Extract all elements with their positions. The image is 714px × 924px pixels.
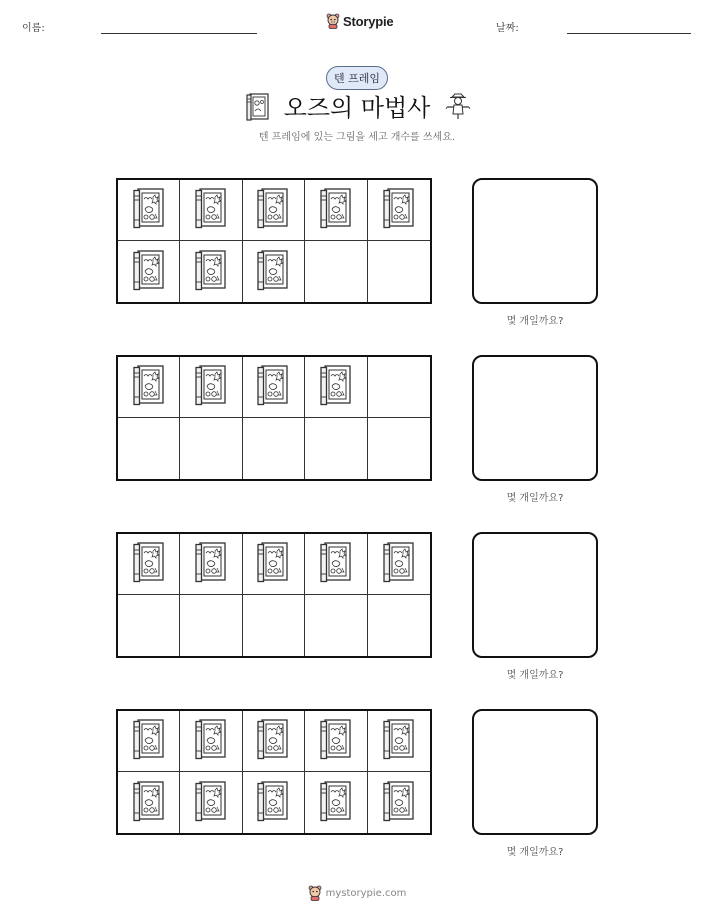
frame-cell — [118, 418, 180, 479]
frame-cell — [305, 534, 367, 595]
frame-cell — [243, 241, 305, 302]
scarecrow-icon — [445, 90, 471, 120]
frame-cell — [368, 595, 430, 656]
frame-cell — [368, 241, 430, 302]
frame-cell — [305, 772, 367, 833]
page-title: 오즈의 마법사 — [283, 94, 431, 122]
frame-cell — [368, 418, 430, 479]
instruction-text: 텐 프레임에 있는 그림을 세고 개수를 쓰세요. — [258, 132, 456, 143]
book-icon — [194, 718, 228, 764]
book-icon — [194, 780, 228, 826]
book-icon — [319, 718, 353, 764]
book-icon — [132, 364, 166, 410]
frame-cell — [243, 418, 305, 479]
ten-frame-3 — [116, 532, 432, 658]
book-icon — [256, 249, 290, 295]
question-label-1: 몇 개일까요? — [506, 316, 564, 327]
frame-cell — [368, 357, 430, 418]
brand-logo — [326, 13, 393, 29]
book-icon — [256, 718, 290, 764]
frame-cell — [118, 357, 180, 418]
ten-frame-2 — [116, 355, 432, 481]
book-icon — [194, 249, 228, 295]
book-icon — [256, 780, 290, 826]
frame-cell — [305, 595, 367, 656]
frame-cell — [180, 711, 242, 772]
question-label-2: 몇 개일까요? — [506, 493, 564, 504]
frame-cell — [180, 357, 242, 418]
frame-cell — [180, 595, 242, 656]
frame-cell — [243, 711, 305, 772]
bear-mascot-icon — [326, 13, 340, 29]
book-icon — [194, 541, 228, 587]
frame-cell — [305, 357, 367, 418]
book-icon — [382, 541, 416, 587]
frame-cell — [243, 534, 305, 595]
frame-cell — [118, 241, 180, 302]
frame-cell — [305, 241, 367, 302]
frame-cell — [118, 595, 180, 656]
ten-frame-4 — [116, 709, 432, 835]
book-icon — [319, 541, 353, 587]
frame-cell — [180, 180, 242, 241]
book-icon — [256, 364, 290, 410]
brand-name: Storypie — [343, 13, 394, 29]
frame-cell — [368, 534, 430, 595]
ten-frame-1 — [116, 178, 432, 304]
book-icon — [194, 364, 228, 410]
frame-cell — [368, 772, 430, 833]
answer-box-4[interactable] — [472, 709, 598, 835]
book-icon — [132, 718, 166, 764]
answer-box-2[interactable] — [472, 355, 598, 481]
book-icon — [382, 718, 416, 764]
footer-url: mystorypie.com — [325, 887, 407, 899]
book-icon — [194, 187, 228, 233]
question-label-4: 몇 개일까요? — [506, 847, 564, 858]
question-label-3: 몇 개일까요? — [506, 670, 564, 681]
answer-box-1[interactable] — [472, 178, 598, 304]
book-icon — [256, 187, 290, 233]
topic-pill: 텐 프레임 — [326, 66, 388, 90]
book-icon — [132, 541, 166, 587]
date-label: 날짜: — [496, 23, 519, 34]
frame-cell — [243, 357, 305, 418]
frame-cell — [180, 241, 242, 302]
frame-cell — [180, 772, 242, 833]
date-field[interactable] — [567, 33, 691, 34]
frame-cell — [243, 180, 305, 241]
frame-cell — [180, 418, 242, 479]
book-icon — [132, 187, 166, 233]
book-icon — [256, 541, 290, 587]
name-label: 이름: — [22, 23, 45, 34]
book-icon — [319, 780, 353, 826]
bear-mascot-icon — [308, 885, 322, 901]
frame-cell — [118, 711, 180, 772]
book-icon — [319, 187, 353, 233]
frame-cell — [118, 772, 180, 833]
frame-cell — [118, 180, 180, 241]
book-icon — [382, 780, 416, 826]
book-icon — [132, 249, 166, 295]
book-icon — [319, 364, 353, 410]
frame-cell — [118, 534, 180, 595]
book-icon — [382, 187, 416, 233]
frame-cell — [305, 711, 367, 772]
frame-cell — [305, 180, 367, 241]
frame-cell — [180, 534, 242, 595]
answer-box-3[interactable] — [472, 532, 598, 658]
frame-cell — [305, 418, 367, 479]
name-field[interactable] — [101, 33, 257, 34]
book-icon — [132, 780, 166, 826]
frame-cell — [243, 595, 305, 656]
footer — [0, 885, 714, 901]
frame-cell — [368, 180, 430, 241]
frame-cell — [243, 772, 305, 833]
frame-cell — [368, 711, 430, 772]
